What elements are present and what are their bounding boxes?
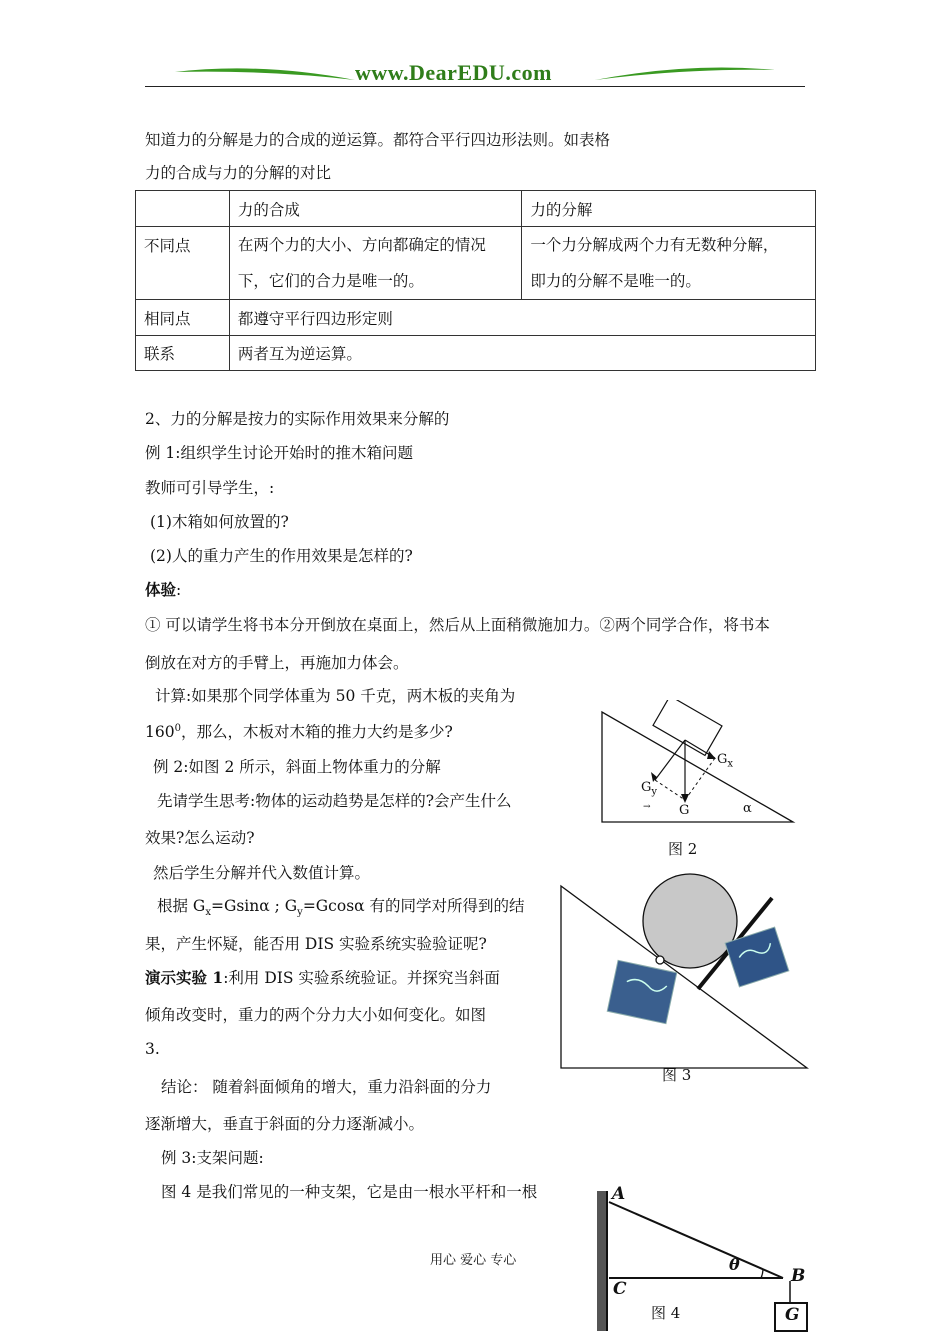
paragraph: 逐渐增大，垂直于斜面的分力逐渐减小。 xyxy=(145,1115,425,1133)
cell-line: 下，它们的合力是唯一的。 xyxy=(237,272,424,290)
table-cell: 不同点 xyxy=(136,227,230,300)
cell-line: 一个力分解成两个力有无数种分解， xyxy=(530,236,779,254)
cell-line: 在两个力的大小、方向都确定的情况 xyxy=(237,236,486,254)
label-gy xyxy=(641,780,657,798)
table-cell: 都遵守平行四边形定则 xyxy=(229,300,815,336)
section-label-colon: : xyxy=(176,581,182,599)
figure-2-caption: 图 2 xyxy=(668,840,698,858)
paragraph: 倾角改变时，重力的两个分力大小如何变化。如图 xyxy=(145,1006,487,1024)
paragraph: 结论： 随着斜面倾角的增大，重力沿斜面的分力 xyxy=(161,1078,492,1096)
paragraph: ① 可以请学生将书本分开倒放在桌面上，然后从上面稍微施加力。②两个同学合作，将书本 xyxy=(145,616,770,634)
section-label-bold: 体验 xyxy=(145,580,177,599)
figure-4-caption: 图 4 xyxy=(651,1304,681,1322)
subscript: x xyxy=(205,907,211,919)
comparison-table xyxy=(135,190,816,371)
intro-line-1: 知道力的分解是力的合成的逆运算。都符合平行四边形法则。如表格 xyxy=(145,131,611,149)
paragraph: 教师可引导学生，: xyxy=(145,479,275,497)
table-row xyxy=(136,336,816,371)
figure-3 xyxy=(555,870,815,1075)
paragraph: (2)人的重力产生的作用效果是怎样的? xyxy=(150,547,413,565)
table-cell: 联系 xyxy=(136,336,230,371)
incline-ball-diagram-icon xyxy=(555,870,815,1075)
paragraph: 然后学生分解并代入数值计算。 xyxy=(153,864,371,882)
text-fragment: :利用 DIS 实验系统验证。并探究当斜面 xyxy=(223,969,500,987)
figure-2 xyxy=(595,700,805,830)
label-theta: θ xyxy=(729,1255,740,1274)
table-cell: 两者互为逆运算。 xyxy=(229,336,815,371)
table-row xyxy=(136,300,816,336)
paragraph: 例 3:支架问题: xyxy=(161,1149,264,1167)
paragraph: 倒放在对方的手臂上，再施加力体会。 xyxy=(145,654,409,672)
text-fragment: ，那么，木板对木箱的推力大约是多少? xyxy=(180,723,453,741)
label-a: A xyxy=(612,1184,626,1204)
table-row xyxy=(136,227,816,300)
text-fragment: 根据 G xyxy=(157,897,206,915)
cell-line: 即力的分解不是唯一的。 xyxy=(530,272,701,290)
table-cell: 力的分解 xyxy=(522,191,816,227)
intro-line-2: 力的合成与力的分解的对比 xyxy=(145,164,332,182)
table-cell xyxy=(136,191,230,227)
table-header-row xyxy=(136,191,816,227)
page-footer: 用心 爱心 专心 xyxy=(430,1253,517,1268)
label-c: C xyxy=(613,1279,627,1299)
paragraph: 先请学生思考:物体的运动趋势是怎样的?会产生什么 xyxy=(157,792,512,810)
paragraph: 2、力的分解是按力的实际作用效果来分解的 xyxy=(145,410,450,428)
label-g: G xyxy=(679,803,690,818)
paragraph: 图 4 是我们常见的一种支架，它是由一根水平杆和一根 xyxy=(161,1183,538,1201)
paragraph: 3. xyxy=(145,1040,160,1058)
label-b: B xyxy=(791,1266,806,1286)
figure-4 xyxy=(593,1185,823,1335)
label-sub: x xyxy=(727,758,734,770)
paragraph: (1)木箱如何放置的? xyxy=(150,513,289,531)
table-cell xyxy=(229,227,522,300)
paragraph xyxy=(157,894,525,918)
table-cell xyxy=(522,227,816,300)
paragraph xyxy=(145,720,453,742)
label-text: G xyxy=(717,752,728,767)
table-cell: 相同点 xyxy=(136,300,230,336)
header-divider xyxy=(145,86,805,87)
table-cell: 力的合成 xyxy=(229,191,522,227)
paragraph: 例 2:如图 2 所示，斜面上物体重力的分解 xyxy=(153,758,441,776)
label-alpha: α xyxy=(743,801,752,816)
paragraph xyxy=(145,966,500,988)
label-text: G xyxy=(641,780,652,795)
paragraph: 例 1:组织学生讨论开始时的推木箱问题 xyxy=(145,444,414,462)
label-box: G xyxy=(785,1305,800,1325)
label-sub: y xyxy=(651,786,658,798)
subscript: y xyxy=(297,907,303,919)
label-arrow: → xyxy=(643,802,651,812)
text-fragment: =Gcosα 有的同学对所得到的结 xyxy=(302,897,525,915)
paragraph: 果，产生怀疑，能否用 DIS 实验系统实验验证呢? xyxy=(145,935,487,953)
section-label xyxy=(145,578,181,600)
label-gx xyxy=(717,752,733,770)
incline-diagram-icon xyxy=(595,700,805,830)
paragraph: 效果?怎么运动? xyxy=(145,829,255,847)
superscript: 0 xyxy=(174,722,181,734)
text-fragment: =Gsinα ; G xyxy=(210,897,298,915)
figure-3-caption: 图 3 xyxy=(662,1066,692,1084)
paragraph: 计算:如果那个同学体重为 50 千克，两木板的夹角为 xyxy=(155,687,516,705)
text-fragment: 160 xyxy=(145,723,175,741)
logo-text: www.DearEDU.com xyxy=(355,60,552,85)
demo-label: 演示实验 1 xyxy=(145,968,224,987)
